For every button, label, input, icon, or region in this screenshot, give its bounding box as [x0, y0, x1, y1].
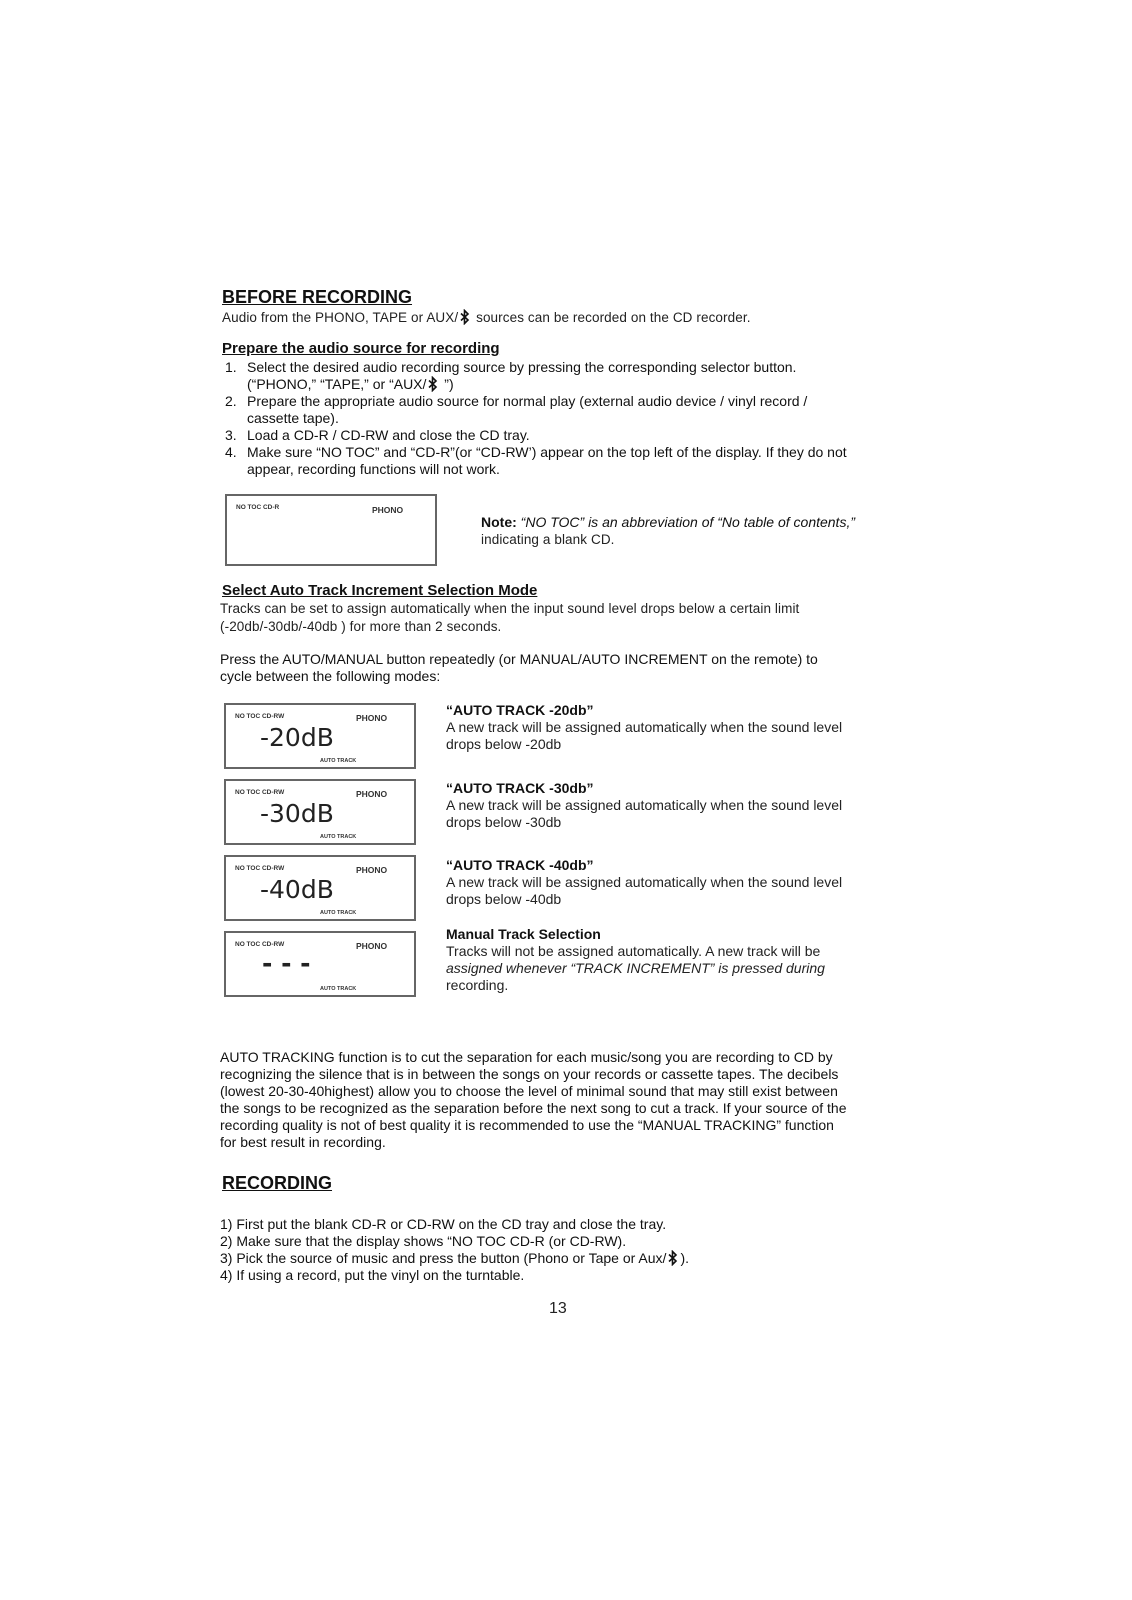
step-number: 3. — [225, 427, 237, 443]
mode-title: “AUTO TRACK -20db” — [446, 702, 594, 718]
recording-step: 2) Make sure that the display shows “NO TOC CD-R (or CD-RW). — [220, 1233, 627, 1249]
mode-desc-line: drops below -20db — [446, 736, 562, 752]
bluetooth-icon — [668, 1250, 678, 1266]
intro-text-start: Audio from the PHONO, TAPE or AUX/ — [222, 310, 459, 325]
display-level-text: -30dB — [260, 799, 334, 828]
recording-step — [220, 1250, 689, 1267]
step-text-continued — [247, 376, 902, 393]
auto-manual-instructions — [220, 651, 818, 685]
prepare-step — [222, 393, 902, 427]
note-block — [481, 514, 855, 548]
mode-desc-line: A new track will be assigned automatically when the sound level — [446, 874, 843, 890]
bluetooth-icon — [460, 309, 470, 325]
display-auto-track-text: AUTO TRACK — [320, 910, 357, 916]
display-auto-track-text: AUTO TRACK — [320, 834, 357, 840]
mode-description — [446, 702, 842, 753]
paragraph-line: for best result in recording. — [220, 1134, 386, 1150]
mode-desc-line: A new track will be assigned automatically when the sound level — [446, 719, 843, 735]
note-label: Note: — [481, 514, 517, 530]
display-source-text: PHONO — [356, 941, 388, 951]
note-italic-text: “NO TOC” is an abbreviation of “No table of contents,” — [516, 514, 856, 530]
display-top-left-text: NO TOC CD-RW — [235, 865, 285, 872]
auto-tracking-paragraph — [220, 1049, 910, 1151]
display-source-text: PHONO — [372, 505, 404, 515]
step-text: Load a CD-R / CD-RW and close the CD tray. — [247, 427, 530, 443]
before-recording-intro — [222, 309, 751, 325]
display-illustration-40db — [224, 855, 416, 921]
mode-title: “AUTO TRACK -30db” — [446, 780, 594, 796]
mode-description — [446, 780, 842, 831]
step-text-continued: cassette tape). — [247, 410, 339, 426]
auto-track-desc-line: (-20db/-30db/-40db ) for more than 2 seconds. — [220, 619, 502, 634]
prepare-step — [222, 427, 902, 444]
paragraph-line: the songs to be recognized as the separation before the next song to cut a track. If your source of the — [220, 1100, 847, 1116]
paragraph-line: (lowest 20-30-40highest) allow you to choose the level of minimal sound that may still exist between — [220, 1083, 838, 1099]
paragraph-line: recording quality is not of best quality it is recommended to use the “MANUAL TRACKING” function — [220, 1117, 834, 1133]
step-text: Make sure “NO TOC” and “CD-R”(or “CD-RW’) appear on the top left of the display. If they do not — [247, 444, 847, 460]
instruction-line: cycle between the following modes: — [220, 668, 441, 684]
display-level-text: - - - — [262, 949, 311, 978]
prepare-step — [222, 359, 902, 393]
intro-text-end: sources can be recorded on the CD recorder. — [472, 310, 751, 325]
recording-step-text-end: ). — [680, 1250, 689, 1266]
display-top-left-text: NO TOC CD-R — [236, 504, 280, 511]
display-level-text: -20dB — [260, 723, 334, 752]
mode-desc-line: drops below -40db — [446, 891, 562, 907]
display-illustration-30db — [224, 779, 416, 845]
bluetooth-icon — [428, 376, 438, 392]
mode-desc-line: A new track will be assigned automatically when the sound level — [446, 797, 843, 813]
display-illustration-no-toc — [225, 494, 437, 566]
note-line — [481, 514, 855, 531]
display-top-left-text: NO TOC CD-RW — [235, 789, 285, 796]
display-source-text: PHONO — [356, 789, 388, 799]
mode-title: “AUTO TRACK -40db” — [446, 857, 594, 873]
display-illustration-20db — [224, 703, 416, 769]
before-recording-heading: BEFORE RECORDING — [222, 287, 413, 307]
display-top-left-text: NO TOC CD-RW — [235, 941, 285, 948]
step-text-end: ”) — [440, 376, 454, 392]
prepare-steps-list — [222, 359, 902, 478]
recording-heading: RECORDING — [222, 1173, 333, 1193]
paragraph-line: recognizing the silence that is in between the songs on your records or cassette tapes. The decibels — [220, 1066, 839, 1082]
paragraph-line: AUTO TRACKING function is to cut the separation for each music/song you are recording to CD by — [220, 1049, 833, 1065]
mode-description — [446, 857, 842, 908]
step-number: 2. — [225, 393, 237, 409]
prepare-step — [222, 444, 902, 478]
page-number: 13 — [549, 1300, 567, 1317]
mode-description — [446, 926, 825, 994]
mode-desc-line: Tracks will not be assigned automatically. A new track will be — [446, 943, 821, 959]
mode-desc-line: assigned whenever “TRACK INCREMENT” is pressed during — [446, 960, 825, 976]
display-auto-track-text: AUTO TRACK — [320, 986, 357, 992]
display-level-text: -40dB — [260, 875, 334, 904]
step-number: 4. — [225, 444, 237, 460]
display-source-text: PHONO — [356, 713, 388, 723]
recording-step: 4) If using a record, put the vinyl on the turntable. — [220, 1267, 525, 1283]
step-text: Select the desired audio recording source by pressing the corresponding selector button. — [247, 359, 797, 375]
display-source-text: PHONO — [356, 865, 388, 875]
display-auto-track-text: AUTO TRACK — [320, 758, 357, 764]
display-illustration-manual — [224, 931, 416, 997]
display-top-left-text: NO TOC CD-RW — [235, 713, 285, 720]
auto-track-heading: Select Auto Track Increment Selection Mode — [222, 582, 538, 599]
auto-track-description — [220, 600, 799, 636]
note-line-2: indicating a blank CD. — [481, 532, 615, 547]
step-number: 1. — [225, 359, 237, 375]
recording-steps — [220, 1216, 689, 1284]
recording-step: 1) First put the blank CD-R or CD-RW on the CD tray and close the tray. — [220, 1216, 667, 1232]
prepare-heading: Prepare the audio source for recording — [222, 340, 500, 357]
step-text-continued: appear, recording functions will not work. — [247, 461, 500, 477]
step-text-start: (“PHONO,” “TAPE,” or “AUX/ — [247, 376, 427, 392]
recording-step-text-start: 3) Pick the source of music and press the button (Phono or Tape or Aux/ — [220, 1250, 667, 1266]
instruction-line: Press the AUTO/MANUAL button repeatedly (or MANUAL/AUTO INCREMENT on the remote) to — [220, 651, 818, 667]
mode-desc-line: drops below -30db — [446, 814, 562, 830]
mode-title: Manual Track Selection — [446, 926, 601, 942]
auto-track-desc-line: Tracks can be set to assign automatically when the input sound level drops below a certain limit — [220, 601, 800, 616]
step-text: Prepare the appropriate audio source for normal play (external audio device / vinyl record / — [247, 393, 808, 409]
mode-desc-line: recording. — [446, 977, 509, 993]
